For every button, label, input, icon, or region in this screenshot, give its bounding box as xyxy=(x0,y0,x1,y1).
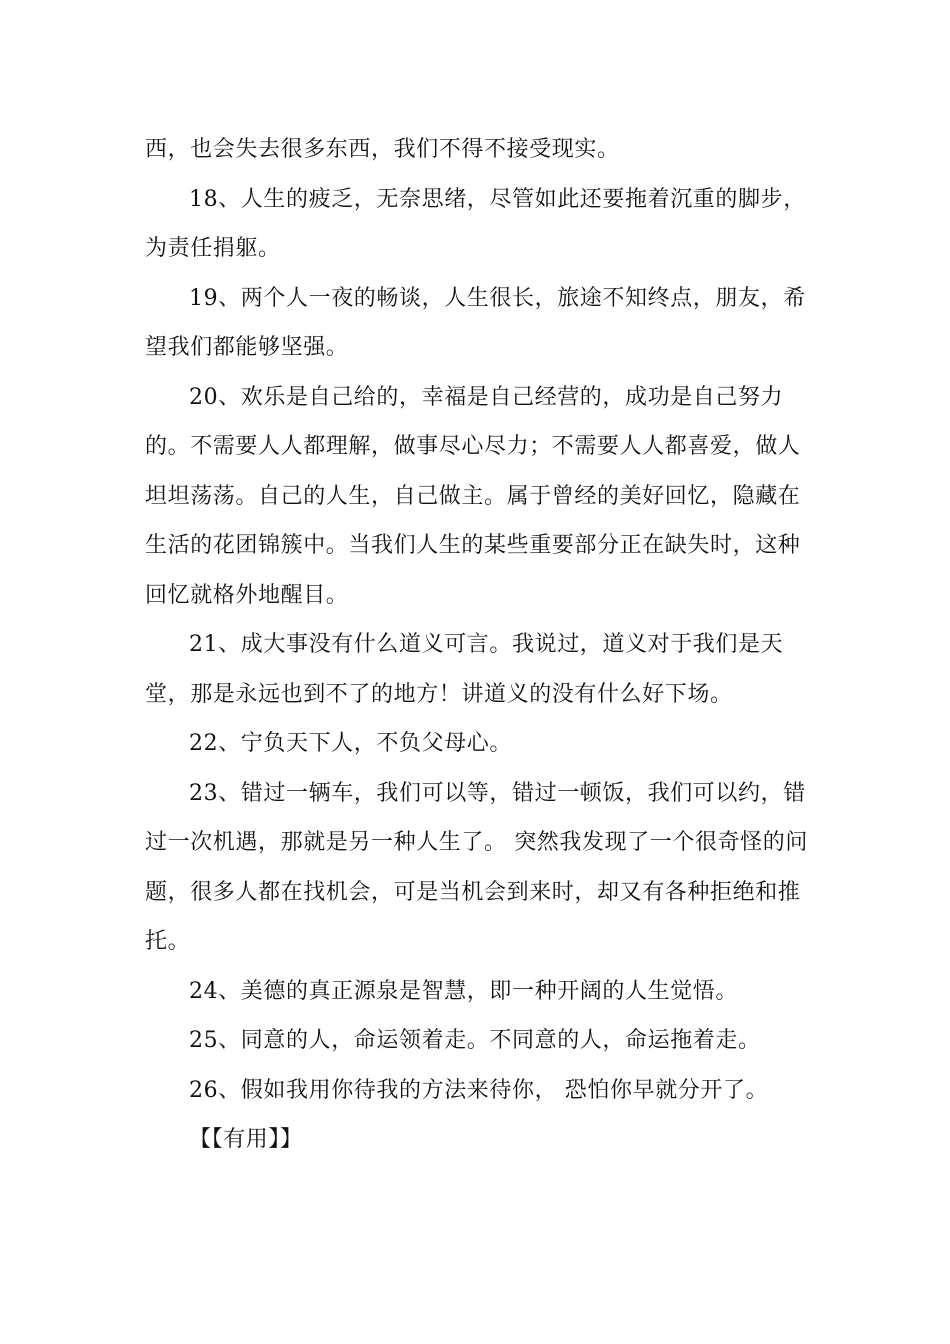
quote-item-18: 18、人生的疲乏，无奈思绪，尽管如此还要拖着沉重的脚步，为责任捐躯。 xyxy=(145,186,806,261)
useful-tag: 【【有用】】 xyxy=(189,1127,303,1152)
quote-item-25: 25、同意的人，命运领着走。不同意的人，命运拖着走。 xyxy=(189,1028,761,1053)
quote-item-19: 19、两个人一夜的畅谈，人生很长，旅途不知终点，朋友，希望我们都能够坚强。 xyxy=(145,285,806,360)
quote-item-22: 22、宁负天下人，不负父母心。 xyxy=(189,731,512,756)
document-body xyxy=(145,125,813,1165)
continuation-paragraph: 西，也会失去很多东西，我们不得不接受现实。 xyxy=(145,137,620,162)
quote-item-26: 26、假如我用你待我的方法来待你， 恐怕你早就分开了。 xyxy=(189,1077,769,1103)
quote-item-23: 23、错过一辆车，我们可以等，错过一顿饭，我们可以约，错过一次机遇，那就是另一种人生了。 突然我发现了一个很奇怪的问题，很多人都在找机会，可是当机会到来时，却又有各种拒绝和推托。 xyxy=(145,780,808,954)
quote-item-24: 24、美德的真正源泉是智慧，即一种开阔的人生觉悟。 xyxy=(189,978,738,1004)
quote-item-20: 20、欢乐是自己给的，幸福是自己经营的，成功是自己努力的。不需要人人都理解，做事尽心尽力；不需要人人都喜爱，做人坦坦荡荡。自己的人生，自己做主。属于曾经的美好回忆，隐藏在生活的花团锦簇中。当我们人生的某些重要部分正在缺失时，这种回忆就格外地醒目。 xyxy=(145,384,801,608)
quote-item-21: 21、成大事没有什么道义可言。我说过，道义对于我们是天堂，那是永远也到不了的地方！讲道义的没有什么好下场。 xyxy=(145,632,784,707)
